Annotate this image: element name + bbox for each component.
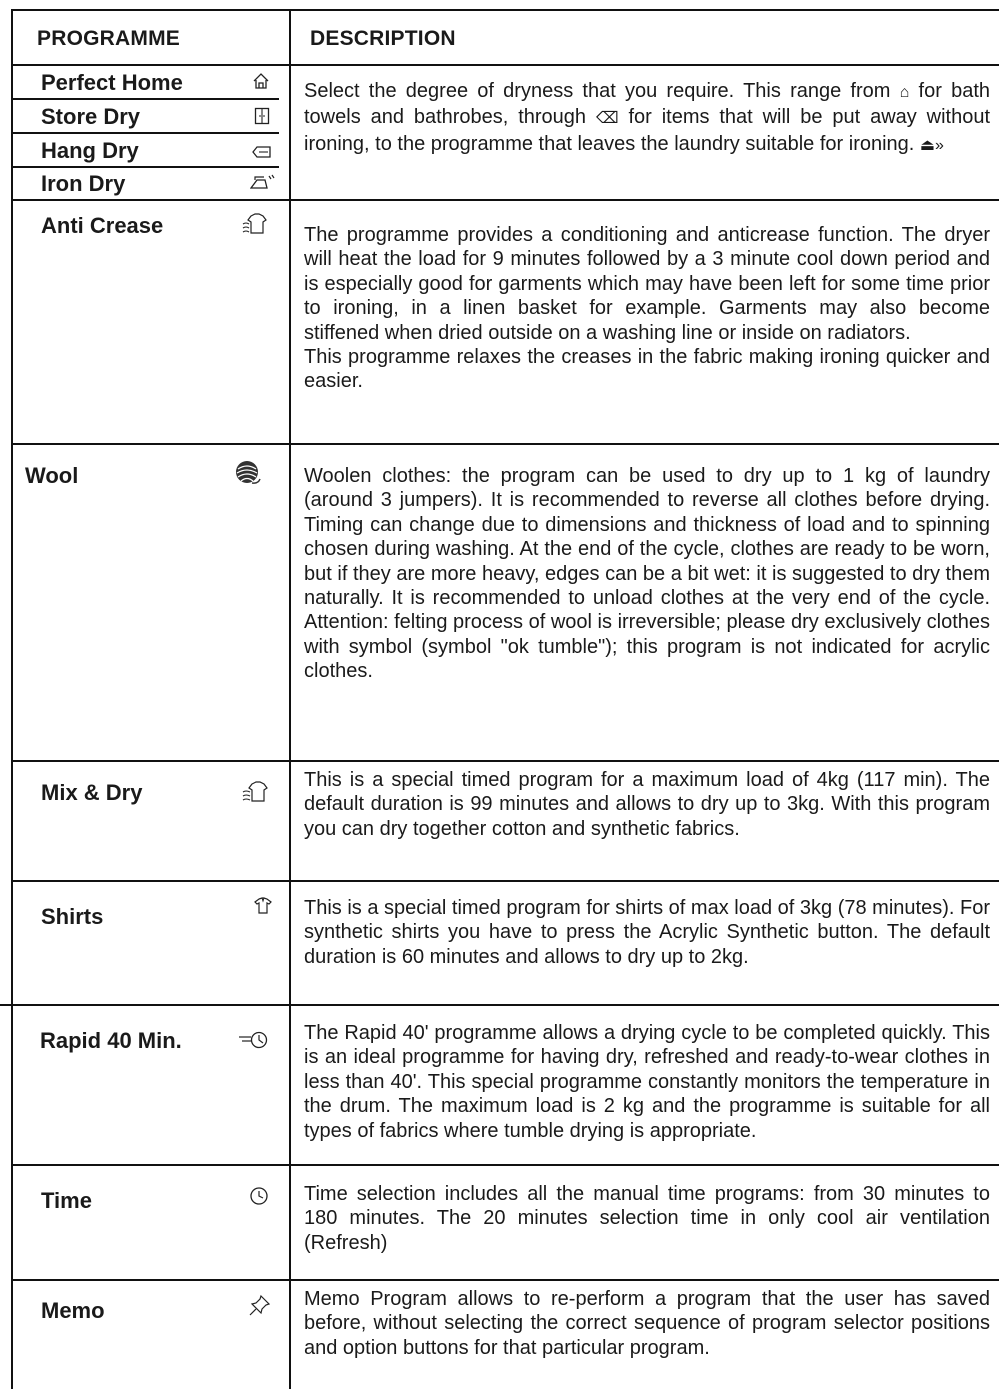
row-divider	[11, 1164, 999, 1166]
dryness-description-part1: Select the degree of dryness that you require. This range from	[304, 80, 891, 102]
description-rapid-40-min	[304, 1021, 990, 1143]
programme-name-iron-dry: Iron Dry	[41, 171, 126, 196]
shirt-waves-icon	[242, 213, 270, 238]
description-header: DESCRIPTION	[310, 27, 456, 50]
pin-icon	[248, 1293, 272, 1320]
row-divider	[0, 1004, 999, 1006]
hanger-icon: ⌫	[595, 110, 619, 128]
shirt-icon	[253, 897, 273, 918]
row-divider	[11, 880, 999, 882]
description-time	[304, 1182, 990, 1255]
programme-name-shirts: Shirts	[41, 904, 104, 929]
hanger-icon	[252, 143, 272, 161]
paragraph: This programme relaxes the creases in the fabric making ironing quicker and easier.	[304, 346, 990, 393]
table-border-left	[11, 9, 13, 1389]
programme-name-mix-and-dry: Mix & Dry	[41, 780, 143, 805]
house-icon: ⌂	[899, 84, 910, 101]
row-divider	[11, 98, 279, 100]
house-icon	[252, 72, 270, 93]
programme-name-anti-crease: Anti Crease	[41, 213, 164, 238]
paragraph: Memo Program allows to re-perform a program that the user has saved before, without selecting the correct sequence of program selector positions and option buttons for that particular program.	[304, 1288, 990, 1359]
dryness-description-part3: for items that will be put away without ironing, to the programme that leaves the laundry suitable for ironing.	[304, 106, 991, 155]
row-divider	[11, 760, 999, 762]
row-divider	[11, 199, 999, 201]
row-divider	[11, 443, 999, 445]
programme-name-time: Time	[41, 1188, 92, 1213]
table-divider	[289, 9, 291, 1389]
row-divider	[11, 1279, 999, 1281]
iron-icon	[250, 173, 276, 194]
mixed-shirts-icon	[242, 781, 272, 806]
paragraph: This is a special timed program for shirts of max load of 3kg (78 minutes). For synthetic shirts you have to press the Acrylic Synthetic button. The default duration is 60 minutes and allows to dry up to 2kg.	[304, 897, 990, 968]
programme-name-hang-dry: Hang Dry	[41, 138, 139, 163]
paragraph: Time selection includes all the manual time programs: from 30 minutes to 180 minutes. The 20 minutes selection time in only cool air ventilation (Refresh)	[304, 1183, 990, 1254]
iron-icon: ⏏»	[919, 136, 944, 154]
fast-clock-icon	[238, 1030, 270, 1053]
description-shirts	[304, 896, 990, 969]
paragraph: The programme provides a conditioning and anticrease function. The dryer will heat the load for 9 minutes followed by a 3 minute cool down period and is especially good for garments which may have been left for some time prior to ironing, in a linen basket for example. Garments may also become stiffened when dried outside on a washing line or inside on radiators.	[304, 224, 990, 344]
description-anti-crease	[304, 223, 990, 394]
row-divider	[11, 132, 279, 134]
dryness-description	[304, 79, 990, 158]
description-wool	[304, 464, 990, 684]
wardrobe-icon	[254, 107, 270, 128]
wool-ball-icon	[234, 459, 262, 490]
row-divider	[11, 166, 279, 168]
programme-name-perfect-home: Perfect Home	[41, 70, 183, 95]
paragraph: Woolen clothes: the program can be used to dry up to 1 kg of laundry (around 3 jumpers). It is recommended to reverse all clothes before drying. Timing can change due to dimensions and thickness of load and to spinning chosen during washing. At the end of the cycle, clothes are ready to be worn, but if they are more heavy, edges can be a bit wet: it is suggested to dry them naturally. It is recommended to unload clothes at the very end of the cycle. Attention: felting process of wool is irreversible; please dry exclusively clothes with symbol (symbol "ok tumble"); this program is not indicated for acrylic clothes.	[304, 465, 990, 683]
programme-name-rapid-40-min: Rapid 40 Min.	[40, 1028, 182, 1053]
programme-name-wool: Wool	[25, 463, 79, 488]
programme-name-store-dry: Store Dry	[41, 104, 141, 129]
programme-name-memo: Memo	[41, 1298, 105, 1323]
table-border-top	[11, 9, 999, 11]
description-mix-and-dry	[304, 768, 990, 841]
dryness-description-part2: for bath towels and bathrobes, through	[304, 80, 991, 129]
header-divider	[11, 64, 999, 66]
clock-icon	[249, 1186, 269, 1209]
description-memo	[304, 1287, 990, 1360]
programme-header: PROGRAMME	[37, 27, 180, 50]
paragraph: This is a special timed program for a maximum load of 4kg (117 min). The default duration is 99 minutes and allows to dry up to 3kg. With this program you can dry together cotton and synthetic fabrics.	[304, 769, 990, 840]
paragraph: The Rapid 40' programme allows a drying cycle to be completed quickly. This is an ideal programme for having dry, refreshed and ready-to-wear clothes in less than 40'. This special programme constantly monitors the temperature in the drum. The maximum load is 2 kg and the programme is suitable for all types of fabrics where tumble drying is appropriate.	[304, 1022, 990, 1142]
